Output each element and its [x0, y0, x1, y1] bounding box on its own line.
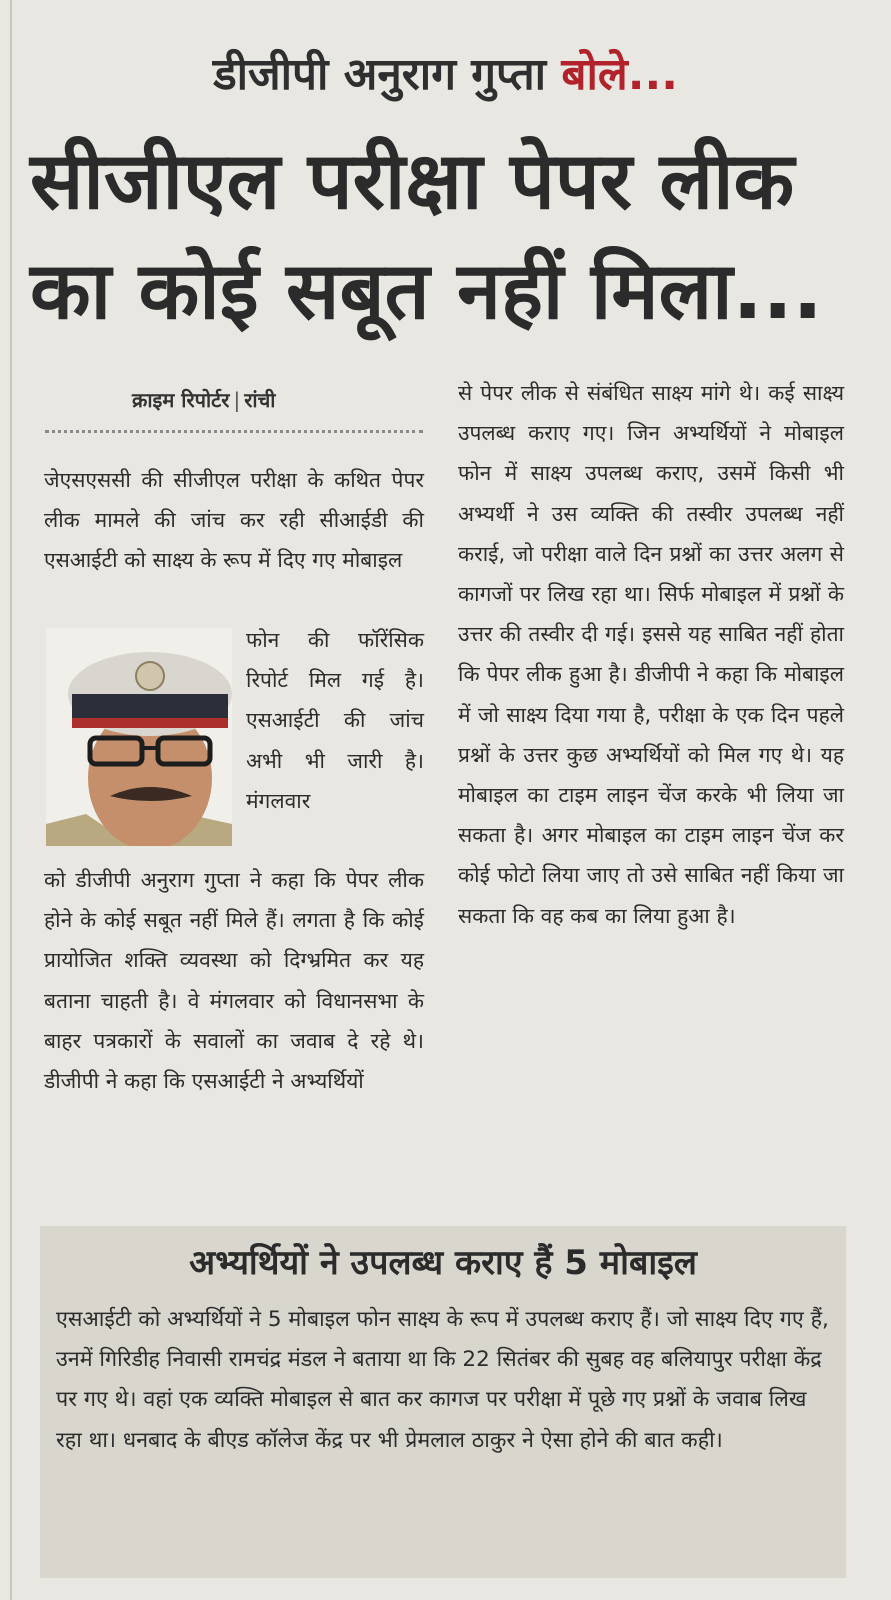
- article-paragraph-right: से पेपर लीक से संबंधित साक्ष्य मांगे थे। कई साक्ष्य उपलब्ध कराए गए। जिन अभ्यर्थियों ने मोबाइल फोन में साक्ष्य उपलब्ध कराए, उसमें किसी भी अभ्यर्थी ने उस व्यक्ति की तस्वीर उपलब्ध नहीं कराई, जो परीक्षा वाले दिन प्रश्नों का उत्तर अलग से कागजों पर लिख रहा था। सिर्फ मोबाइल में प्रश्नों के उत्तर की तस्वीर दी गई। इससे यह साबित नहीं होता कि पेपर लीक हुआ है। डीजीपी ने कहा कि मोबाइल में जो साक्ष्य दिया गया है, परीक्षा के एक दिन पहले प्रश्नों के उत्तर कुछ अभ्यर्थियों को मिल गए थे। यह मोबाइल का टाइम लाइन चेंज करके भी लिया जा सकता है। अगर मोबाइल का टाइम लाइन चेंज कर कोई फोटो लिया जाए तो उसे साबित नहीं किया जा सकता कि वह कब का लिया हुआ है।: [458, 381, 844, 928]
- article-paragraph-left-top: जेएसएससी की सीजीएल परीक्षा के कथित पेपर लीक मामले की जांच कर रही सीआईडी की एसआईटी को साक्ष्य के रूप में दिए गए मोबाइल: [44, 468, 424, 573]
- byline: [132, 386, 275, 413]
- page-edge-line: [10, 0, 12, 1600]
- main-headline: सीजीएल परीक्षा पेपर लीक का कोई सबूत नहीं मिला...: [30, 135, 823, 337]
- byline-divider: [45, 430, 423, 433]
- article-paragraph-left-bottom: को डीजीपी अनुराग गुप्ता ने कहा कि पेपर लीक होने के कोई सबूत नहीं मिले हैं। लगता है कि कोई प्रायोजित शक्ति व्यवस्था को दिग्भ्रमित कर यह बताना चाहती है। वे मंगलवार को विधानसभा के बाहर पत्रकारों के सवालों का जवाब दे रहे थे। डीजीपी ने कहा कि एसआईटी ने अभ्यर्थियों: [44, 868, 424, 1094]
- article-paragraph-left-wrap: फोन की फॉरेंसिक रिपोर्ट मिल गई है। एसआईटी की जांच अभी भी जारी है। मंगलवार: [246, 628, 424, 813]
- kicker-headline: [0, 42, 891, 102]
- byline-place: रांची: [244, 388, 276, 412]
- sidebar-title: अभ्यर्थियों ने उपलब्ध कराए हैं 5 मोबाइल: [189, 1243, 697, 1283]
- portrait-image: [46, 628, 232, 846]
- byline-separator: |: [233, 388, 241, 412]
- byline-author: क्राइम रिपोर्टर: [132, 388, 230, 412]
- dgp-photo: [46, 628, 232, 846]
- kicker-text: डीजीपी अनुराग गुप्ता: [213, 49, 562, 100]
- kicker-accent: बोले...: [561, 49, 678, 100]
- sidebar-body: एसआईटी को अभ्यर्थियों ने 5 मोबाइल फोन साक्ष्य के रूप में उपलब्ध कराए हैं। जो साक्ष्य दिए गए हैं, उनमें गिरिडीह निवासी रामचंद्र मंडल ने बताया था कि 22 सितंबर की सुबह वह बलियापुर परीक्षा केंद्र पर गए थे। वहां एक व्यक्ति मोबाइल से बात कर कागज पर परीक्षा में पूछे गए प्रश्नों के जवाब लिख रहा था। धनबाद के बीएड कॉलेज केंद्र पर भी प्रेमलाल ठाकुर ने ऐसा होने की बात कही।: [56, 1307, 829, 1453]
